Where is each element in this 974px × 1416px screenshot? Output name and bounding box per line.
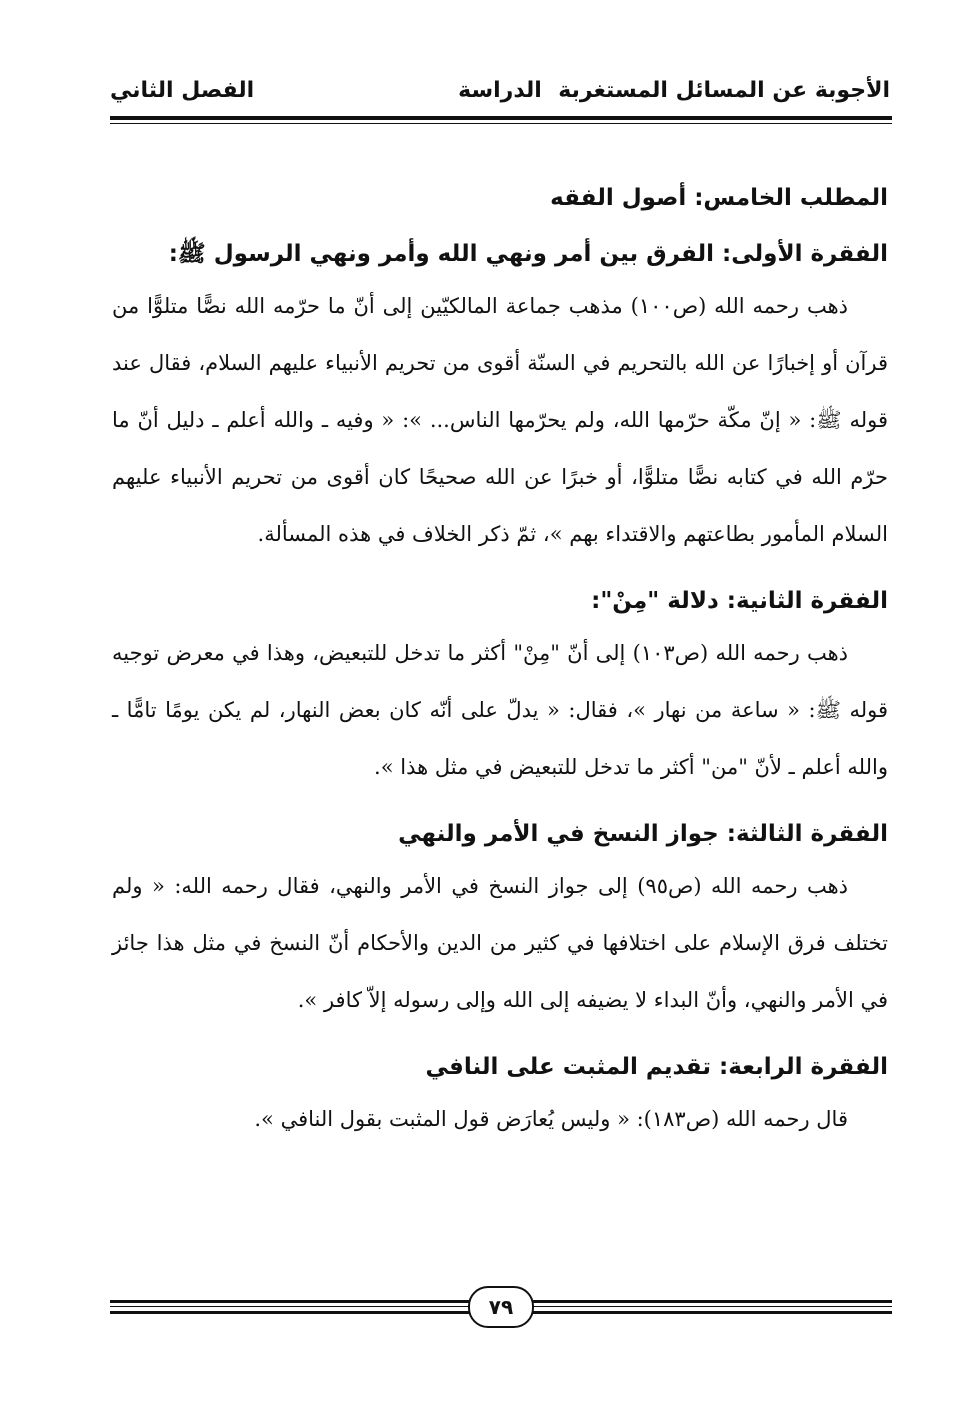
header-chapter: الفصل الثاني	[110, 78, 255, 103]
section-heading-1: الفقرة الأولى: الفرق بين أمر ونهي الله وأمر ونهي الرسول ﷺ:	[168, 241, 888, 267]
section-text-1-body: ذهب رحمه الله (ص١٠٠) مذهب جماعة المالكيّين إلى أنّ ما حرّمه الله نصًّا متلوًّا من قرآن أو إخبارًا عن الله بالتحريم في السنّة أقوى من تحريم الأنبياء عليهم السلام، فقال عند قوله ﷺ: « إنّ مكّة حرّمها الله، ولم يحرّمها الناس... »: « وفيه ـ والله أعلم ـ دليل أنّ ما حرّم الله في كتابه نصًّا متلوًّا، أو خبرًا عن الله صحيحًا كان أقوى من تحريم الأنبياء عليهم السلام المأمور بطاعتهم والاقتداء بهم »، ثمّ ذكر الخلاف في هذه المسألة.	[112, 294, 888, 546]
running-header	[110, 72, 890, 112]
section-heading-3: الفقرة الثالثة: جواز النسخ في الأمر والنهي	[398, 821, 888, 847]
section-text-3-body: ذهب رحمه الله (ص٩٥) إلى جواز النسخ في الأمر والنهي، فقال رحمه الله: « ولم تختلف فرق الإسلام على اختلافها في كثير من الدين والأحكام أنّ النسخ في مثل هذا جائز في الأمر والنهي، وأنّ البداء لا يضيفه إلى الله وإلى رسوله إلاّ كافر ».	[112, 874, 888, 1012]
header-section: الدراسة	[458, 78, 542, 103]
section-text-2	[112, 625, 888, 796]
header-book-title: الأجوبة عن المسائل المستغربة	[558, 78, 890, 103]
header-rule-thin	[110, 123, 892, 124]
page-body	[112, 160, 888, 1148]
section-text-4-body: قال رحمه الله (ص١٨٣): « وليس يُعارَض قول المثبت بقول النافي ».	[254, 1107, 848, 1131]
section-heading-2: الفقرة الثانية: دلالة "مِنْ":	[591, 588, 888, 614]
header-rule-thick	[110, 116, 892, 120]
page-number: ٧٩	[468, 1286, 534, 1328]
section-heading-4: الفقرة الرابعة: تقديم المثبت على النافي	[425, 1054, 888, 1080]
section-text-1	[112, 278, 888, 563]
main-heading: المطلب الخامس: أصول الفقه	[550, 185, 888, 211]
section-text-2-body: ذهب رحمه الله (ص١٠٣) إلى أنّ "مِنْ" أكثر ما تدخل للتبعيض، وهذا في معرض توجيه قوله ﷺ: « ساعة من نهار »، فقال: « يدلّ على أنّه كان بعض النهار، لم يكن يومًا تامًّا ـ والله أعلم ـ لأنّ "من" أكثر ما تدخل للتبعيض في مثل هذا ».	[112, 641, 888, 779]
section-text-3	[112, 858, 888, 1029]
section-text-4	[112, 1091, 888, 1148]
